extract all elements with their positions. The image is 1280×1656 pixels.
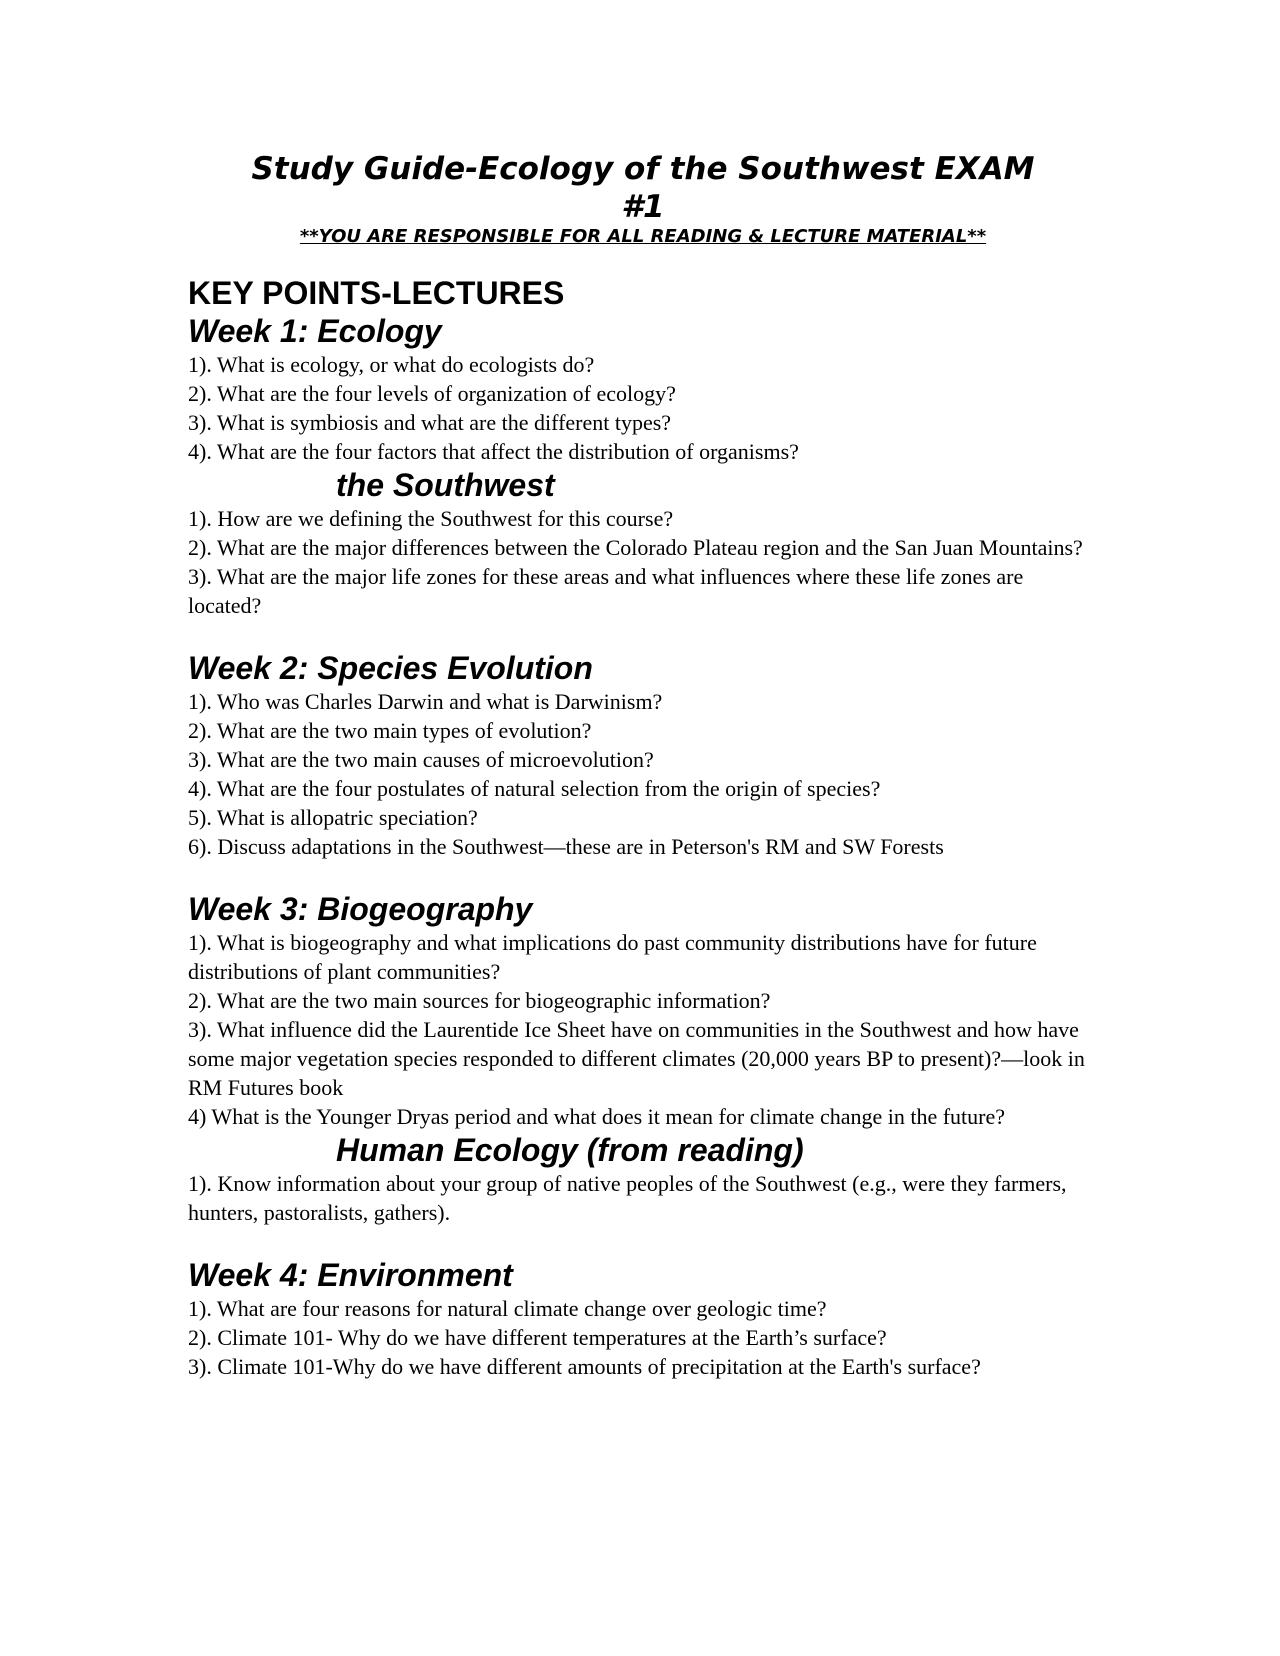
document-title [188, 150, 1098, 226]
section-title: KEY POINTS-LECTURES [188, 275, 565, 311]
week1-question-1: 1). What is ecology, or what do ecologists do? [188, 352, 595, 377]
southwest-question-3: 3). What are the major life zones for these areas and what influences where these life zones are located? [188, 564, 1024, 618]
responsibility-notice: **YOU ARE RESPONSIBLE FOR ALL READING & LECTURE MATERIAL** [299, 226, 987, 247]
week2-question-3: 3). What are the two main causes of microevolution? [188, 747, 654, 772]
week2-question-1: 1). Who was Charles Darwin and what is Darwinism? [188, 689, 663, 714]
week2-question-6: 6). Discuss adaptations in the Southwest—these are in Peterson's RM and SW Forests [188, 834, 944, 859]
week1-sub-questions [188, 504, 1098, 620]
southwest-question-1: 1). How are we defining the Southwest for this course? [188, 506, 674, 531]
title-line-1: Study Guide-Ecology of the Southwest EXAM [251, 151, 1035, 187]
week4-question-2: 2). Climate 101- Why do we have different temperatures at the Earth’s surface? [188, 1325, 887, 1350]
week1-questions [188, 350, 1098, 466]
week3-sub-questions [188, 1169, 1098, 1227]
spacer [188, 620, 1098, 649]
week3-question-2: 2). What are the two main sources for biogeographic information? [188, 988, 771, 1013]
week1-heading: Week 1: Ecology [188, 313, 442, 349]
title-line-2: #1 [621, 189, 665, 225]
spacer [188, 861, 1098, 890]
human-ecology-question-1: 1). Know information about your group of native peoples of the Southwest (e.g., were they farmers, hunters, pastoralists, gathers). [188, 1171, 1067, 1225]
document-page [188, 150, 1098, 1381]
week2-questions [188, 687, 1098, 861]
week3-question-1: 1). What is biogeography and what implications do past community distributions have for future distributions of plant communities? [188, 930, 1037, 984]
week3-heading: Week 3: Biogeography [188, 891, 533, 927]
week2-heading: Week 2: Species Evolution [188, 650, 593, 686]
week2-question-4: 4). What are the four postulates of natural selection from the origin of species? [188, 776, 881, 801]
week2-question-5: 5). What is allopatric speciation? [188, 805, 478, 830]
week3-subheading: Human Ecology (from reading) [336, 1132, 804, 1168]
week3-question-3: 3). What influence did the Laurentide Ice Sheet have on communities in the Southwest and how have some major vegetation species responded to different climates (20,000 years BP to present)?—look in RM Futures book [188, 1017, 1085, 1100]
week4-heading: Week 4: Environment [188, 1257, 513, 1293]
week3-questions [188, 928, 1098, 1131]
week4-question-1: 1). What are four reasons for natural climate change over geologic time? [188, 1296, 827, 1321]
southwest-question-2: 2). What are the major differences between the Colorado Plateau region and the San Juan Mountains? [188, 535, 1083, 560]
week1-question-3: 3). What is symbiosis and what are the different types? [188, 410, 672, 435]
week4-questions [188, 1294, 1098, 1381]
week1-subheading: the Southwest [336, 467, 555, 503]
spacer [188, 1227, 1098, 1256]
week2-question-2: 2). What are the two main types of evolution? [188, 718, 592, 743]
week1-question-2: 2). What are the four levels of organization of ecology? [188, 381, 676, 406]
week3-question-4: 4) What is the Younger Dryas period and what does it mean for climate change in the future? [188, 1104, 1006, 1129]
week4-question-3: 3). Climate 101-Why do we have different amounts of precipitation at the Earth's surface? [188, 1354, 981, 1379]
week1-question-4: 4). What are the four factors that affect the distribution of organisms? [188, 439, 799, 464]
